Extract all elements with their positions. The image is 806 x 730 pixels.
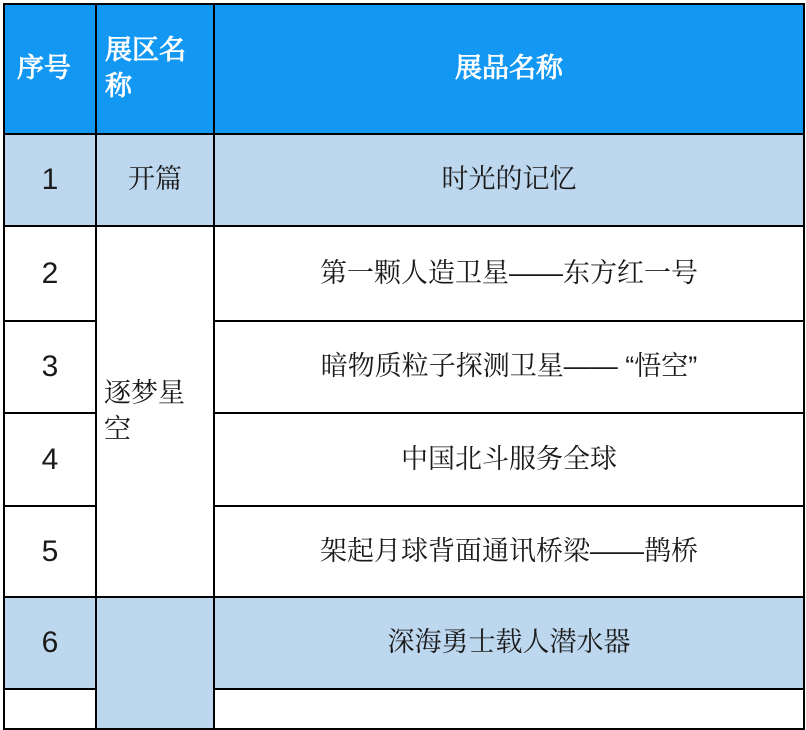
header-cell-area-name: 展区名称 [96,4,214,134]
table-row [4,597,804,689]
cell-serial-1: 1 [4,134,96,226]
table-header-row [4,4,804,134]
cell-exhibit-2: 第一颗人造卫星——东方红一号 [214,226,804,321]
table-row [4,226,804,321]
cell-serial-2: 2 [4,226,96,321]
cell-area-zhumengxingkong: 逐梦星空 [96,226,214,597]
cell-serial-3: 3 [4,321,96,413]
cell-area-next-merged [96,597,214,729]
header-cell-exhibit-name: 展品名称 [214,4,804,134]
cell-exhibit-5: 架起月球背面通讯桥梁——鹊桥 [214,506,804,597]
cell-serial-6: 6 [4,597,96,689]
cell-exhibit-6: 深海勇士载人潜水器 [214,597,804,689]
cell-area-kaipian: 开篇 [96,134,214,226]
header-cell-serial-number: 序号 [4,4,96,134]
cell-serial-5: 5 [4,506,96,597]
exhibits-table [3,3,805,730]
cell-exhibit-partial [214,689,804,729]
cell-serial-4: 4 [4,413,96,506]
cell-exhibit-4: 中国北斗服务全球 [214,413,804,506]
cell-exhibit-1: 时光的记忆 [214,134,804,226]
cell-exhibit-3: 暗物质粒子探测卫星—— “悟空” [214,321,804,413]
table-row [4,134,804,226]
cell-serial-partial [4,689,96,729]
